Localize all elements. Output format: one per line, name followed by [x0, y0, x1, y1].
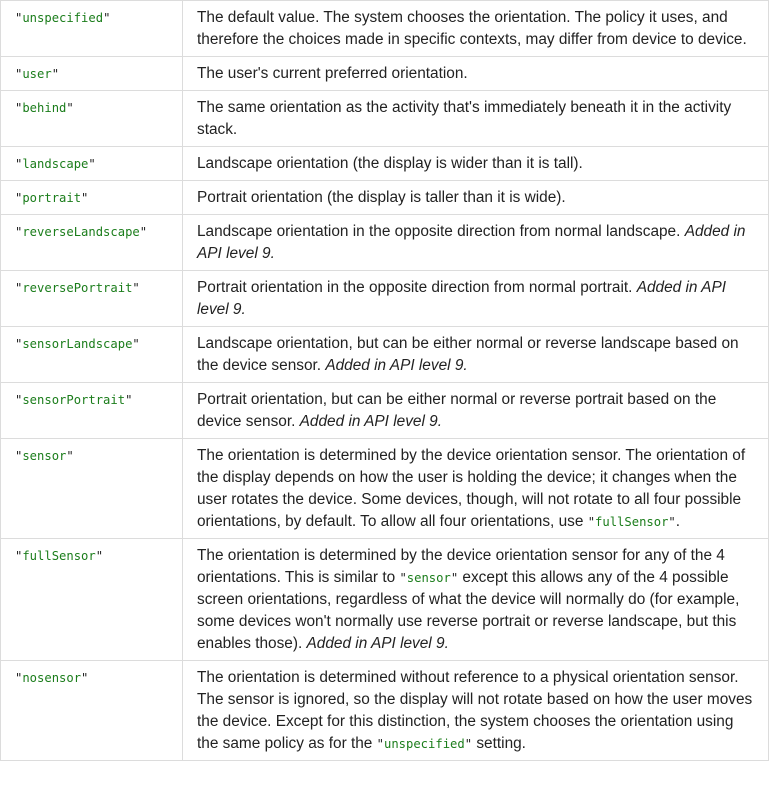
- added-api-note: Added in API level 9.: [325, 357, 468, 374]
- table-row: [1, 439, 769, 539]
- value-cell: [1, 1, 183, 57]
- value-cell: [1, 383, 183, 439]
- value-cell: [1, 661, 183, 761]
- added-api-note: Added in API level 9.: [197, 223, 746, 262]
- table-row: [1, 661, 769, 761]
- table-row: [1, 215, 769, 271]
- value-code: "user": [15, 67, 60, 81]
- value-code: "portrait": [15, 191, 89, 205]
- table-row: [1, 147, 769, 181]
- added-api-note: Added in API level 9.: [299, 413, 442, 430]
- value-cell: [1, 539, 183, 661]
- table-row: [1, 1, 769, 57]
- description-cell: Landscape orientation, but can be either normal or reverse landscape based on the device sensor. Added in API level 9.: [183, 327, 769, 383]
- description-cell: The default value. The system chooses the orientation. The policy it uses, and therefore the choices made in specific contexts, may differ from device to device.: [183, 1, 769, 57]
- value-cell: [1, 181, 183, 215]
- description-cell: The orientation is determined by the device orientation sensor. The orientation of the display depends on how the user is holding the device; it changes when the user rotates the device. Some devices, though, will not rotate to all four possible orientations, by default. To allow all four orientations, use "fullSensor".: [183, 439, 769, 539]
- inline-code: "unspecified": [376, 737, 473, 751]
- description-cell: The orientation is determined without reference to a physical orientation sensor. The sensor is ignored, so the display will not rotate based on how the user moves the device. Except for this distinction, the system chooses the orientation using the same policy as for the "unspecified" setting.: [183, 661, 769, 761]
- table-row: [1, 271, 769, 327]
- value-cell: [1, 327, 183, 383]
- value-code: "behind": [15, 101, 74, 115]
- added-api-note: Added in API level 9.: [306, 635, 449, 652]
- value-code: "reverseLandscape": [15, 225, 148, 239]
- value-cell: [1, 271, 183, 327]
- table-row: [1, 539, 769, 661]
- value-cell: [1, 439, 183, 539]
- description-cell: Portrait orientation (the display is taller than it is wide).: [183, 181, 769, 215]
- description-cell: The orientation is determined by the device orientation sensor for any of the 4 orientations. This is similar to "sensor" except this allows any of the 4 possible screen orientations, regardless of what the device will normally do (for example, some devices won't normally use reverse portrait or reverse landscape, but this enables those). Added in API level 9.: [183, 539, 769, 661]
- value-code: "sensorLandscape": [15, 337, 140, 351]
- description-cell: Landscape orientation in the opposite direction from normal landscape. Added in API level 9.: [183, 215, 769, 271]
- value-cell: [1, 91, 183, 147]
- inline-code: "fullSensor": [587, 515, 676, 529]
- value-code: "landscape": [15, 157, 96, 171]
- description-cell: Portrait orientation, but can be either normal or reverse portrait based on the device sensor. Added in API level 9.: [183, 383, 769, 439]
- value-code: "reversePortrait": [15, 281, 140, 295]
- value-cell: [1, 57, 183, 91]
- table-row: [1, 91, 769, 147]
- added-api-note: Added in API level 9.: [197, 279, 726, 318]
- value-code: "unspecified": [15, 11, 111, 25]
- table-row: [1, 327, 769, 383]
- description-cell: Landscape orientation (the display is wider than it is tall).: [183, 147, 769, 181]
- value-code: "fullSensor": [15, 549, 104, 563]
- table-row: [1, 383, 769, 439]
- inline-code: "sensor": [399, 571, 459, 585]
- value-code: "sensor": [15, 449, 74, 463]
- value-cell: [1, 147, 183, 181]
- description-cell: Portrait orientation in the opposite direction from normal portrait. Added in API level 9.: [183, 271, 769, 327]
- description-cell: The user's current preferred orientation.: [183, 57, 769, 91]
- value-code: "sensorPortrait": [15, 393, 133, 407]
- value-cell: [1, 215, 183, 271]
- table-row: [1, 181, 769, 215]
- table-row: [1, 57, 769, 91]
- value-code: "nosensor": [15, 671, 89, 685]
- description-cell: The same orientation as the activity that's immediately beneath it in the activity stack.: [183, 91, 769, 147]
